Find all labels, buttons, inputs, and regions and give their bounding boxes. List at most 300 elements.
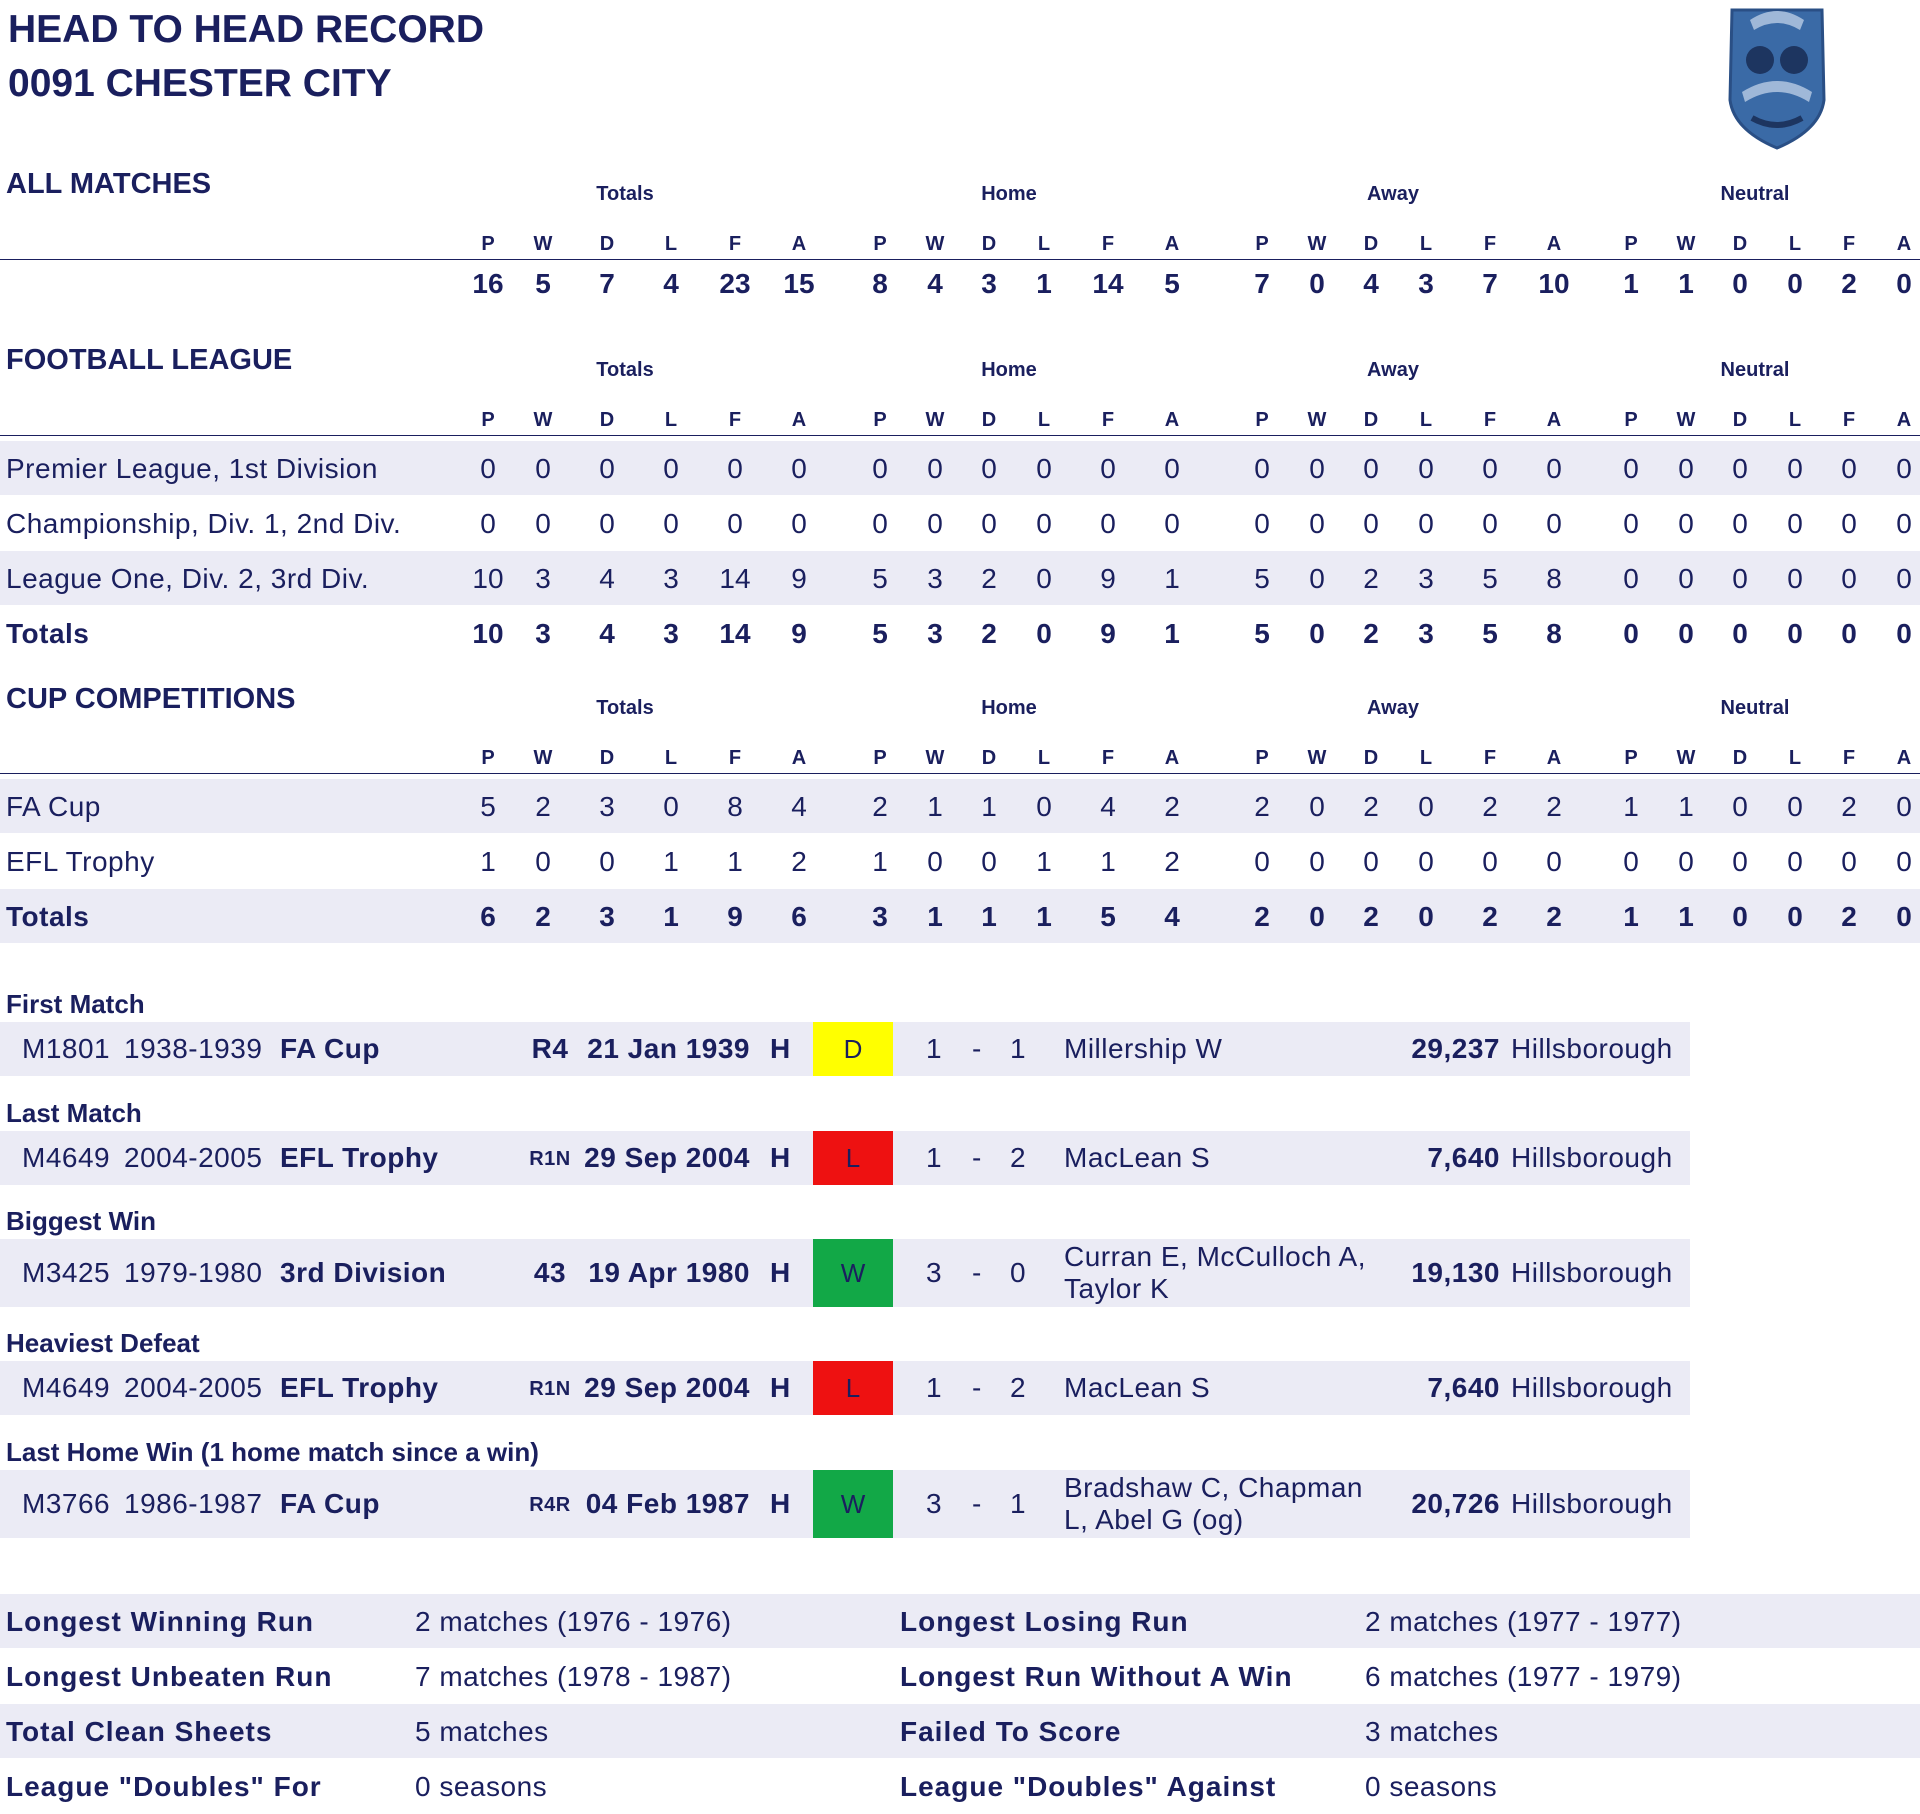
table-cell: 0 <box>1254 508 1270 539</box>
table-cell: 9 <box>791 563 807 594</box>
column-header-f: F <box>1842 747 1856 769</box>
table-cell: 2 <box>1363 901 1379 932</box>
table-cell: 0 <box>791 453 807 484</box>
table-cell: 0 <box>1309 618 1325 649</box>
column-header-a: A <box>1164 747 1180 769</box>
match-code: M4649 <box>22 1142 111 1173</box>
match-round: R1N <box>529 1148 571 1170</box>
column-group-neutral: Neutral <box>1720 183 1790 205</box>
match-score-separator: - <box>972 1033 982 1064</box>
column-group-home: Home <box>981 697 1037 719</box>
table-cell: 0 <box>1623 453 1639 484</box>
table-cell: 0 <box>1546 453 1562 484</box>
table-cell: 4 <box>1164 901 1180 932</box>
total-cell: 3 <box>981 268 997 299</box>
table-cell: 8 <box>727 791 743 822</box>
match-goals-against: 2 <box>1010 1142 1027 1173</box>
column-header-d: D <box>599 409 615 431</box>
table-cell: 0 <box>981 508 997 539</box>
match-scorers: Curran E, McCulloch A, <box>1064 1241 1366 1272</box>
total-cell: 4 <box>927 268 943 299</box>
table-rule <box>0 773 1920 774</box>
total-cell: 1 <box>1623 268 1639 299</box>
table-cell: 2 <box>981 563 997 594</box>
table-cell: 0 <box>1896 901 1912 932</box>
table-cell: 0 <box>1732 618 1748 649</box>
table-cell: 3 <box>663 563 679 594</box>
column-header-l: L <box>1419 747 1433 769</box>
table-cell: 0 <box>872 508 888 539</box>
table-cell: 0 <box>1896 618 1912 649</box>
table-cell: 0 <box>1787 846 1803 877</box>
table-cell: 6 <box>791 901 807 932</box>
table-cell: 1 <box>1164 618 1180 649</box>
column-header-d: D <box>1732 747 1748 769</box>
match-scorers: MacLean S <box>1064 1372 1211 1403</box>
table-cell: 0 <box>1418 791 1434 822</box>
column-header-f: F <box>1101 409 1115 431</box>
column-header-w: W <box>925 409 945 431</box>
column-header-f: F <box>1101 233 1115 255</box>
table-cell: 0 <box>1678 846 1694 877</box>
table-cell: 0 <box>1418 453 1434 484</box>
table-cell: 1 <box>927 791 943 822</box>
match-round: R4 <box>531 1033 569 1064</box>
table-cell: 0 <box>1787 901 1803 932</box>
column-group-totals: Totals <box>596 697 654 719</box>
total-cell: 4 <box>663 268 679 299</box>
total-cell: 0 <box>1896 268 1912 299</box>
table-cell: 2 <box>535 791 551 822</box>
match-goals-for: 1 <box>926 1142 943 1173</box>
column-header-p: P <box>481 747 495 769</box>
column-header-w: W <box>533 409 553 431</box>
column-header-l: L <box>1788 747 1802 769</box>
table-cell: 0 <box>1309 901 1325 932</box>
column-header-p: P <box>873 233 887 255</box>
stat-value: 5 matches <box>415 1716 549 1747</box>
match-venue: H <box>770 1488 791 1519</box>
column-header-l: L <box>1037 409 1051 431</box>
column-header-l: L <box>664 233 678 255</box>
column-header-p: P <box>1255 747 1269 769</box>
table-cell: 0 <box>1787 453 1803 484</box>
table-cell: 2 <box>872 791 888 822</box>
match-goals-against: 0 <box>1010 1257 1027 1288</box>
match-code: M3766 <box>22 1488 111 1519</box>
match-heading: Last Home Win (1 home match since a win) <box>6 1437 539 1467</box>
stat-label: Total Clean Sheets <box>6 1716 273 1747</box>
table-cell: 3 <box>872 901 888 932</box>
table-cell: 0 <box>1841 618 1857 649</box>
table-cell: 0 <box>1787 618 1803 649</box>
table-cell: 1 <box>981 901 997 932</box>
column-header-p: P <box>481 233 495 255</box>
match-goals-for: 3 <box>926 1488 943 1519</box>
table-cell: 2 <box>1841 901 1857 932</box>
column-header-w: W <box>1676 409 1696 431</box>
column-group-away: Away <box>1367 359 1419 381</box>
table-cell: 0 <box>872 453 888 484</box>
match-score-separator: - <box>972 1488 982 1519</box>
total-cell: 2 <box>1841 268 1857 299</box>
match-venue: H <box>770 1257 791 1288</box>
match-venue: H <box>770 1372 791 1403</box>
table-cell: 0 <box>927 508 943 539</box>
match-date: 29 Sep 2004 <box>584 1372 750 1403</box>
table-cell: 0 <box>1363 846 1379 877</box>
table-cell: 0 <box>1623 508 1639 539</box>
match-date: 21 Jan 1939 <box>587 1033 750 1064</box>
table-cell: 3 <box>535 563 551 594</box>
match-competition: FA Cup <box>280 1033 380 1064</box>
section-title-all-matches: ALL MATCHES <box>6 168 212 200</box>
match-attendance: 29,237 <box>1411 1033 1500 1064</box>
table-cell: 2 <box>1254 791 1270 822</box>
table-cell: 3 <box>927 618 943 649</box>
table-cell: 1 <box>927 901 943 932</box>
table-cell: 5 <box>1100 901 1116 932</box>
table-cell: 0 <box>1482 453 1498 484</box>
match-venue: H <box>770 1142 791 1173</box>
table-cell: 1 <box>1678 791 1694 822</box>
stat-label: Longest Winning Run <box>6 1606 315 1637</box>
match-code: M1801 <box>22 1033 111 1064</box>
match-round: 43 <box>533 1257 567 1288</box>
column-group-totals: Totals <box>596 183 654 205</box>
match-season: 1938-1939 <box>124 1033 263 1064</box>
match-heading: Last Match <box>6 1098 142 1128</box>
result-badge: W <box>813 1239 893 1307</box>
table-cell: 8 <box>1546 563 1562 594</box>
table-cell: 1 <box>1623 791 1639 822</box>
column-header-f: F <box>728 409 742 431</box>
column-header-p: P <box>1624 747 1638 769</box>
match-goals-for: 3 <box>926 1257 943 1288</box>
match-ground: Hillsborough <box>1511 1257 1673 1288</box>
match-date: 29 Sep 2004 <box>584 1142 750 1173</box>
table-cell: 0 <box>1418 901 1434 932</box>
table-cell: 9 <box>1100 563 1116 594</box>
table-cell: 0 <box>1309 508 1325 539</box>
column-header-l: L <box>664 409 678 431</box>
stat-label: Longest Run Without A Win <box>900 1661 1293 1692</box>
row-label: Premier League, 1st Division <box>6 453 378 484</box>
column-header-p: P <box>1624 233 1638 255</box>
column-group-away: Away <box>1367 697 1419 719</box>
column-header-l: L <box>1037 233 1051 255</box>
table-cell: 2 <box>1363 563 1379 594</box>
column-header-w: W <box>1307 747 1327 769</box>
column-header-a: A <box>1546 747 1562 769</box>
table-cell: 3 <box>1418 618 1434 649</box>
table-cell: 1 <box>872 846 888 877</box>
total-cell: 23 <box>719 268 751 299</box>
table-cell: 0 <box>1036 791 1052 822</box>
table-cell: 2 <box>1363 618 1379 649</box>
table-cell: 0 <box>1100 508 1116 539</box>
table-cell: 9 <box>1100 618 1116 649</box>
table-cell: 0 <box>1309 791 1325 822</box>
table-cell: 0 <box>1623 846 1639 877</box>
table-cell: 3 <box>1418 563 1434 594</box>
stat-value: 0 seasons <box>415 1771 548 1802</box>
match-scorers: MacLean S <box>1064 1142 1211 1173</box>
total-cell: 5 <box>535 268 551 299</box>
table-cell: 0 <box>1841 846 1857 877</box>
club-crest-icon <box>1712 0 1842 150</box>
table-cell: 0 <box>1623 618 1639 649</box>
match-goals-for: 1 <box>926 1372 943 1403</box>
column-header-w: W <box>925 233 945 255</box>
column-group-home: Home <box>981 183 1037 205</box>
table-cell: 0 <box>1036 618 1052 649</box>
table-cell: 6 <box>480 901 496 932</box>
stat-value: 3 matches <box>1365 1716 1499 1747</box>
total-cell: 5 <box>1164 268 1180 299</box>
table-cell: 0 <box>981 453 997 484</box>
table-cell: 1 <box>1100 846 1116 877</box>
table-cell: 0 <box>927 846 943 877</box>
column-header-l: L <box>1419 409 1433 431</box>
table-cell: 0 <box>1164 508 1180 539</box>
table-cell: 0 <box>1787 791 1803 822</box>
stat-label: League "Doubles" For <box>6 1771 322 1802</box>
table-cell: 0 <box>1623 563 1639 594</box>
table-cell: 5 <box>872 563 888 594</box>
table-cell: 0 <box>1678 508 1694 539</box>
column-header-d: D <box>981 409 997 431</box>
match-round: R4R <box>529 1494 571 1516</box>
column-header-w: W <box>1676 233 1696 255</box>
table-cell: 3 <box>535 618 551 649</box>
table-cell: 0 <box>1546 846 1562 877</box>
table-cell: 0 <box>1732 508 1748 539</box>
table-cell: 2 <box>1363 791 1379 822</box>
table-cell: 0 <box>1309 846 1325 877</box>
table-cell: 0 <box>1036 453 1052 484</box>
table-cell: 0 <box>663 453 679 484</box>
table-cell: 0 <box>927 453 943 484</box>
match-ground: Hillsborough <box>1511 1033 1673 1064</box>
total-cell: 0 <box>1309 268 1325 299</box>
column-header-d: D <box>1732 233 1748 255</box>
table-cell: 5 <box>1482 563 1498 594</box>
table-rule <box>0 435 1920 436</box>
match-scorers: Bradshaw C, Chapman <box>1064 1472 1363 1503</box>
result-badge: D <box>813 1022 893 1076</box>
table-cell: 1 <box>480 846 496 877</box>
table-cell: 0 <box>599 846 615 877</box>
match-goals-against: 1 <box>1010 1488 1027 1519</box>
table-cell: 0 <box>1309 563 1325 594</box>
stat-label: Failed To Score <box>900 1716 1122 1747</box>
column-header-a: A <box>791 233 807 255</box>
column-header-a: A <box>791 747 807 769</box>
table-cell: 0 <box>1841 508 1857 539</box>
table-cell: 0 <box>480 453 496 484</box>
column-group-totals: Totals <box>596 359 654 381</box>
match-season: 2004-2005 <box>124 1142 263 1173</box>
row-label: EFL Trophy <box>6 846 155 877</box>
table-cell: 1 <box>727 846 743 877</box>
table-cell: 0 <box>1841 453 1857 484</box>
table-cell: 1 <box>1623 901 1639 932</box>
table-cell: 14 <box>719 563 751 594</box>
row-label: League One, Div. 2, 3rd Div. <box>6 563 370 594</box>
table-cell: 0 <box>599 453 615 484</box>
table-cell: 3 <box>599 901 615 932</box>
table-cell: 0 <box>1896 791 1912 822</box>
table-cell: 1 <box>981 791 997 822</box>
table-cell: 5 <box>1482 618 1498 649</box>
match-season: 2004-2005 <box>124 1372 263 1403</box>
table-cell: 5 <box>480 791 496 822</box>
column-header-w: W <box>533 747 553 769</box>
column-header-w: W <box>1307 233 1327 255</box>
stat-value: 2 matches (1977 - 1977) <box>1365 1606 1682 1637</box>
column-header-w: W <box>1307 409 1327 431</box>
stat-value: 0 seasons <box>1365 1771 1498 1802</box>
match-round: R1N <box>529 1378 571 1400</box>
table-cell: 4 <box>599 618 615 649</box>
match-competition: EFL Trophy <box>280 1372 439 1403</box>
table-cell: 10 <box>472 618 504 649</box>
table-cell: 0 <box>1546 508 1562 539</box>
match-attendance: 19,130 <box>1411 1257 1500 1288</box>
column-group-home: Home <box>981 359 1037 381</box>
total-cell: 7 <box>1254 268 1270 299</box>
table-cell: 0 <box>1036 563 1052 594</box>
table-cell: 0 <box>981 846 997 877</box>
table-cell: 1 <box>663 846 679 877</box>
table-cell: 3 <box>927 563 943 594</box>
match-score-separator: - <box>972 1142 982 1173</box>
result-badge: L <box>813 1131 893 1185</box>
table-cell: 1 <box>663 901 679 932</box>
column-header-d: D <box>1732 409 1748 431</box>
table-cell: 0 <box>663 791 679 822</box>
total-cell: 7 <box>1482 268 1498 299</box>
table-cell: 2 <box>1482 901 1498 932</box>
table-cell: 0 <box>1678 563 1694 594</box>
column-header-p: P <box>1255 409 1269 431</box>
table-cell: 2 <box>981 618 997 649</box>
column-header-f: F <box>728 233 742 255</box>
total-cell: 15 <box>783 268 815 299</box>
stat-value: 2 matches (1976 - 1976) <box>415 1606 732 1637</box>
table-cell: 9 <box>791 618 807 649</box>
table-cell: 0 <box>480 508 496 539</box>
total-cell: 8 <box>872 268 888 299</box>
table-cell: 0 <box>1841 563 1857 594</box>
match-score-separator: - <box>972 1372 982 1403</box>
table-cell: 1 <box>1164 563 1180 594</box>
column-header-d: D <box>981 233 997 255</box>
column-header-a: A <box>1546 233 1562 255</box>
table-cell: 10 <box>472 563 504 594</box>
stat-label: Longest Unbeaten Run <box>6 1661 333 1692</box>
table-cell: 0 <box>791 508 807 539</box>
column-header-l: L <box>1788 233 1802 255</box>
total-cell: 3 <box>1418 268 1434 299</box>
match-attendance: 7,640 <box>1427 1142 1500 1173</box>
total-cell: 14 <box>1092 268 1124 299</box>
stat-value: 7 matches (1978 - 1987) <box>415 1661 732 1692</box>
column-header-a: A <box>1896 409 1912 431</box>
table-cell: 0 <box>1732 453 1748 484</box>
total-cell: 16 <box>472 268 504 299</box>
column-header-d: D <box>599 233 615 255</box>
table-cell: 0 <box>1363 508 1379 539</box>
table-cell: 0 <box>1482 508 1498 539</box>
row-label: FA Cup <box>6 791 101 822</box>
table-cell: 2 <box>791 846 807 877</box>
column-header-a: A <box>1164 233 1180 255</box>
total-cell: 0 <box>1787 268 1803 299</box>
column-header-p: P <box>1255 233 1269 255</box>
column-header-a: A <box>1164 409 1180 431</box>
table-cell: 0 <box>1363 453 1379 484</box>
row-label: Totals <box>6 901 90 932</box>
table-cell: 0 <box>1678 453 1694 484</box>
column-header-a: A <box>791 409 807 431</box>
table-cell: 4 <box>791 791 807 822</box>
table-cell: 0 <box>1309 453 1325 484</box>
column-header-a: A <box>1896 747 1912 769</box>
column-header-f: F <box>1483 409 1497 431</box>
table-cell: 0 <box>1254 846 1270 877</box>
row-label: Championship, Div. 1, 2nd Div. <box>6 508 402 539</box>
table-cell: 0 <box>1787 563 1803 594</box>
table-cell: 2 <box>1841 791 1857 822</box>
match-scorers: L, Abel G (og) <box>1064 1504 1244 1535</box>
table-cell: 0 <box>535 508 551 539</box>
table-cell: 2 <box>1546 791 1562 822</box>
column-header-d: D <box>1363 233 1379 255</box>
table-cell: 2 <box>1546 901 1562 932</box>
column-header-l: L <box>1419 233 1433 255</box>
column-header-f: F <box>1842 409 1856 431</box>
match-goals-for: 1 <box>926 1033 943 1064</box>
total-cell: 4 <box>1363 268 1379 299</box>
table-cell: 0 <box>535 453 551 484</box>
table-cell: 4 <box>599 563 615 594</box>
column-header-w: W <box>925 747 945 769</box>
table-cell: 1 <box>1036 901 1052 932</box>
match-attendance: 7,640 <box>1427 1372 1500 1403</box>
match-code: M4649 <box>22 1372 111 1403</box>
page-title: HEAD TO HEAD RECORD <box>8 8 484 51</box>
total-cell: 10 <box>1538 268 1570 299</box>
column-header-w: W <box>1676 747 1696 769</box>
table-cell: 0 <box>1100 453 1116 484</box>
table-cell: 0 <box>1418 508 1434 539</box>
table-cell: 0 <box>1678 618 1694 649</box>
stat-label: Longest Losing Run <box>900 1606 1189 1637</box>
total-cell: 1 <box>1036 268 1052 299</box>
match-ground: Hillsborough <box>1511 1142 1673 1173</box>
table-cell: 0 <box>1896 453 1912 484</box>
table-cell: 14 <box>719 618 751 649</box>
column-header-p: P <box>873 409 887 431</box>
table-cell: 1 <box>1678 901 1694 932</box>
table-cell: 2 <box>535 901 551 932</box>
match-competition: 3rd Division <box>280 1257 447 1288</box>
table-cell: 8 <box>1546 618 1562 649</box>
table-cell: 0 <box>1732 791 1748 822</box>
table-cell: 2 <box>1254 901 1270 932</box>
